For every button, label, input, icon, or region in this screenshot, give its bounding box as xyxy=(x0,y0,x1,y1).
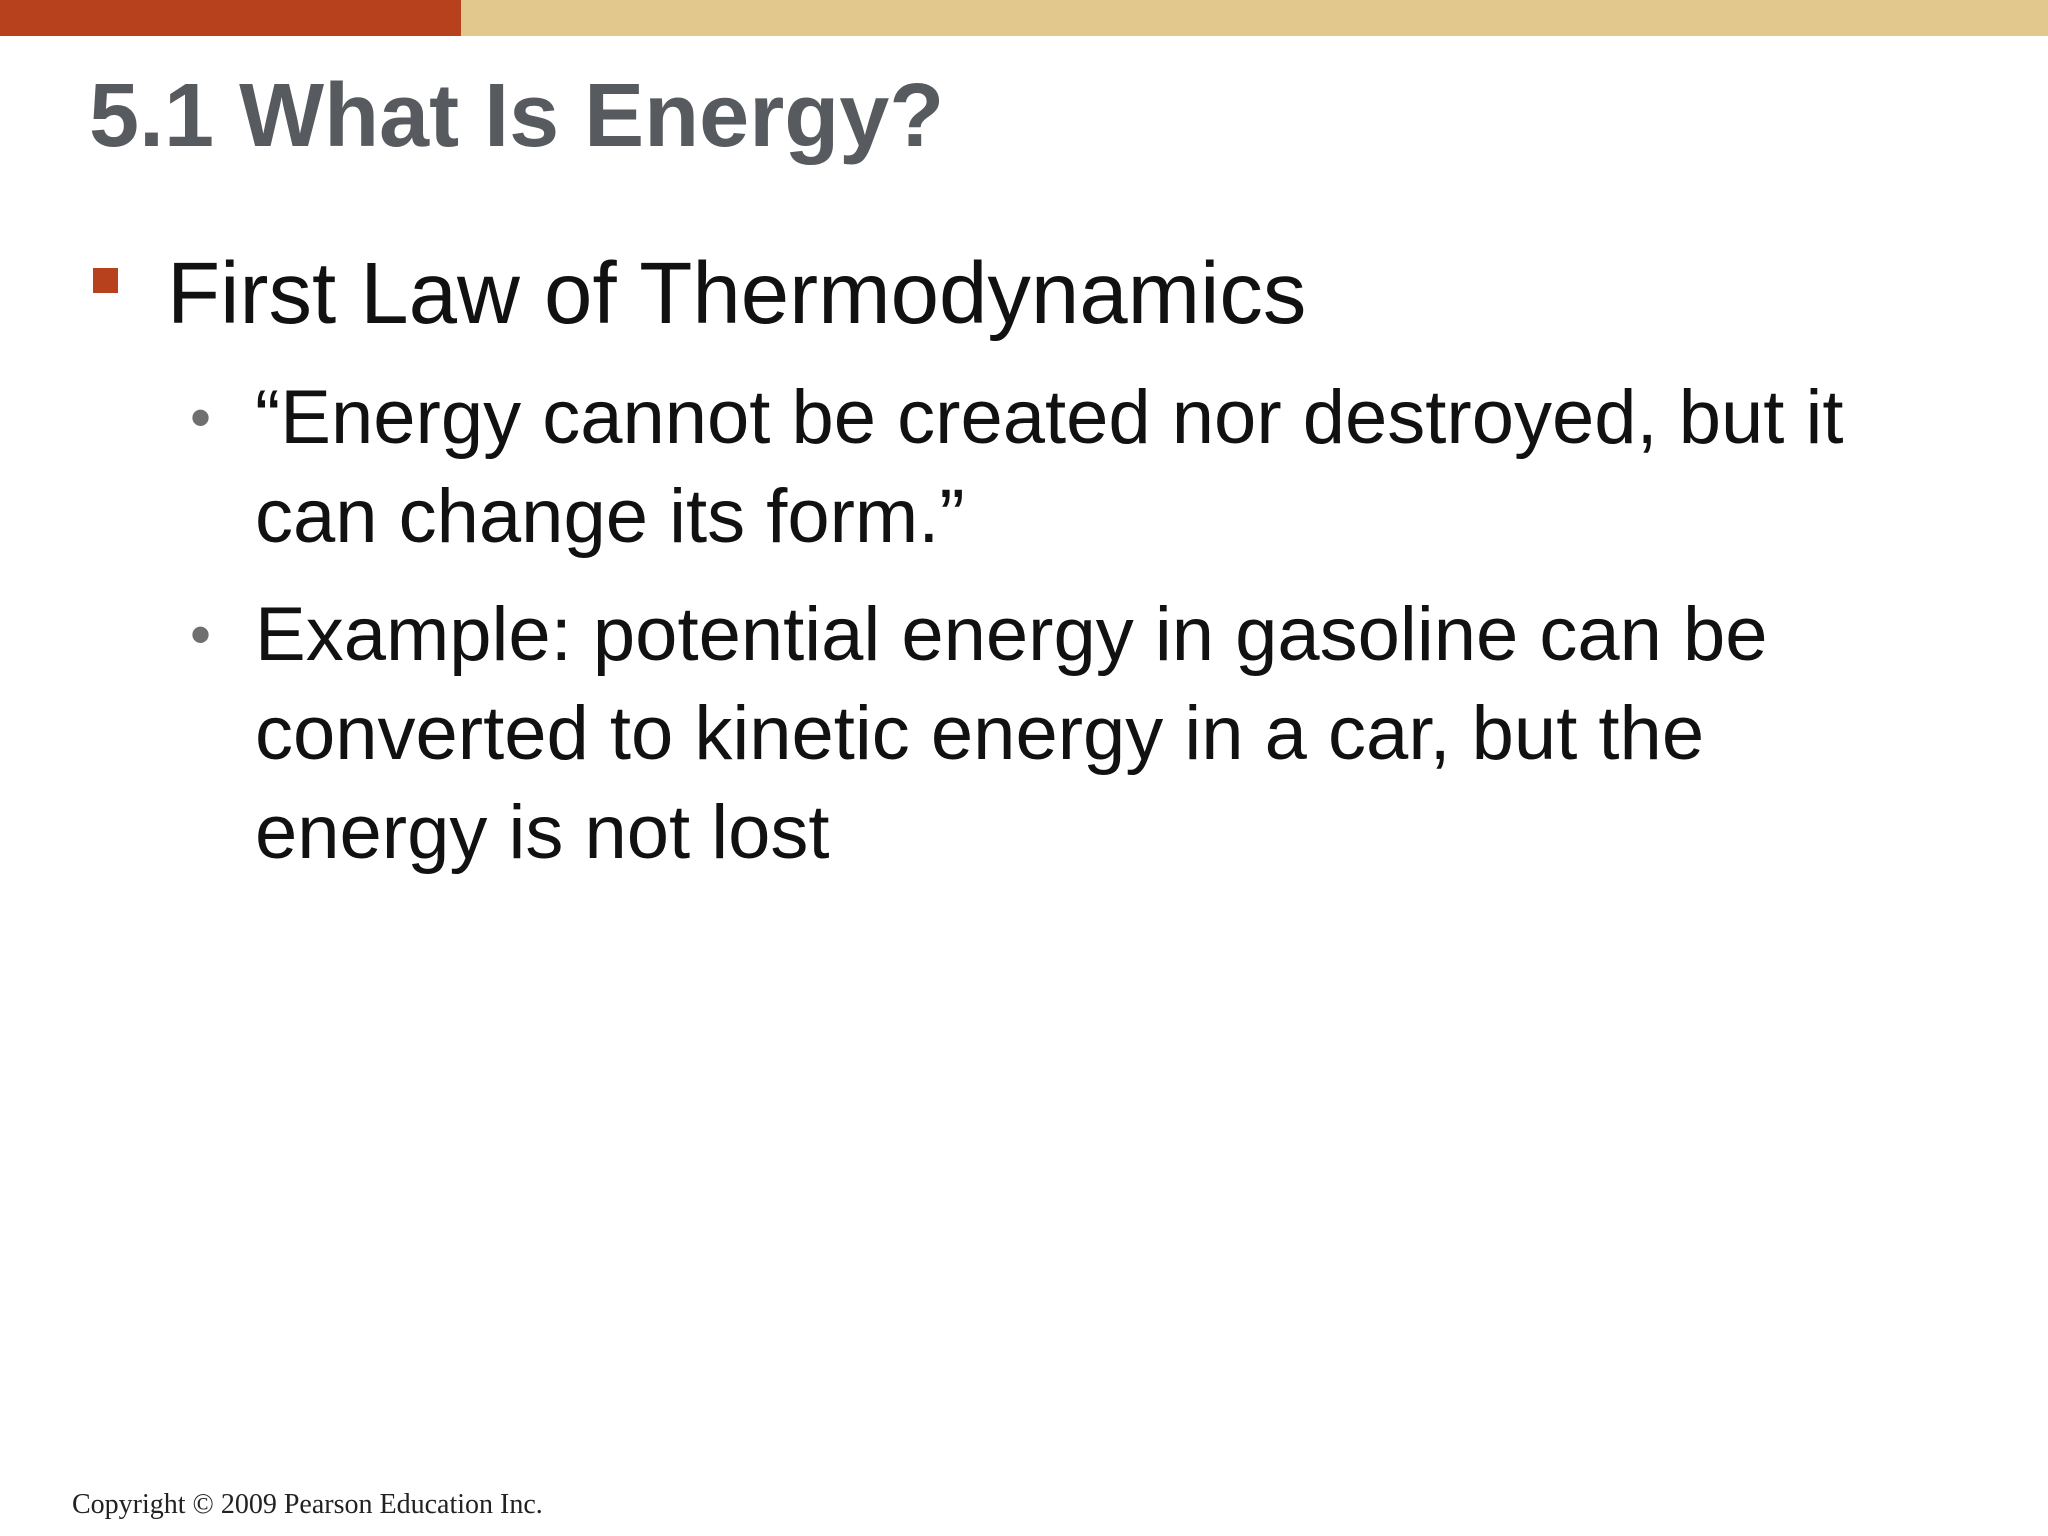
square-bullet-icon xyxy=(93,268,118,293)
bullet-text: First Law of Thermodynamics xyxy=(167,245,1307,342)
dot-bullet-icon: • xyxy=(190,384,212,451)
copyright-footer: Copyright © 2009 Pearson Education Inc. xyxy=(72,1489,543,1520)
sub-bullet-text: Example: potential energy in gasoline can be converted to kinetic energy in a car, but the energy is not lost xyxy=(255,592,1768,875)
header-accent-bar xyxy=(0,0,461,36)
sub-bullet-text: “Energy cannot be created nor destroyed, but it can change its form.” xyxy=(255,375,1844,559)
dot-bullet-icon: • xyxy=(190,601,212,668)
slide-title: 5.1 What Is Energy? xyxy=(89,66,945,166)
header-tan-bar xyxy=(461,0,2048,36)
